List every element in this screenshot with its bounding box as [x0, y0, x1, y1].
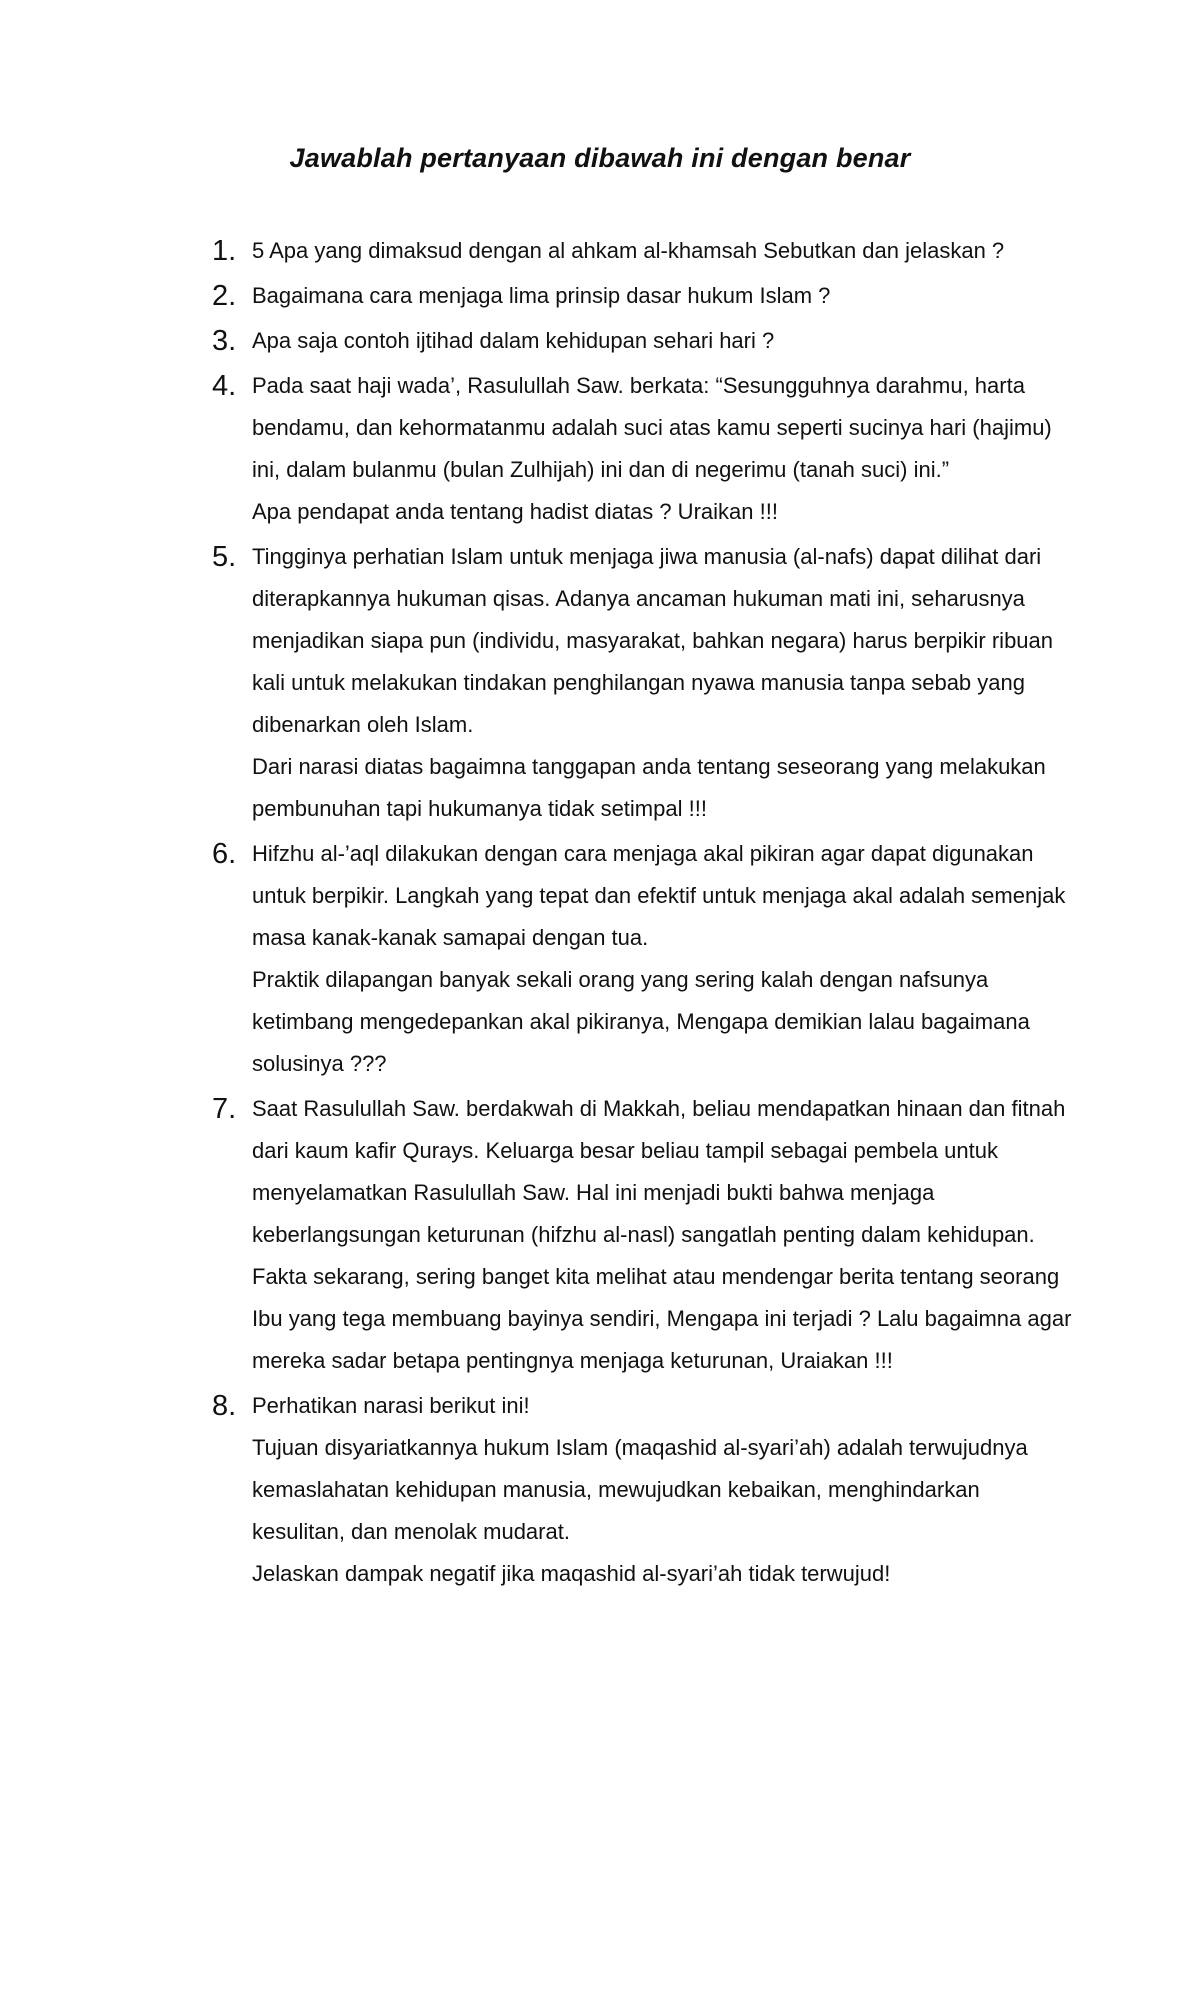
question-prompt: Apa pendapat anda tentang hadist diatas ? Uraikan !!!	[252, 499, 778, 524]
question-prompt: Fakta sekarang, sering banget kita melihat atau mendengar berita tentang seorang Ibu yang tega membuang bayinya sendiri, Mengapa ini terjadi ? Lalu bagaimna agar mereka sadar betapa pentingnya menjaga keturunan, Uraiakan !!!	[252, 1264, 1072, 1373]
question-item-7	[212, 1088, 1072, 1382]
question-text: Hifzhu al-’aql dilakukan dengan cara menjaga akal pikiran agar dapat digunakan untuk berpikir. Langkah yang tepat dan efektif untuk menjaga akal adalah semenjak masa kanak-kanak samapai dengan tua.	[252, 841, 1066, 950]
question-text: 5 Apa yang dimaksud dengan al ahkam al-khamsah Sebutkan dan jelaskan ?	[252, 238, 1005, 263]
question-number: 1.	[212, 235, 237, 267]
question-number: 6.	[212, 838, 237, 870]
question-list	[212, 230, 1072, 1598]
question-item-8	[212, 1385, 1072, 1595]
page-title: Jawablah pertanyaan dibawah ini dengan benar	[289, 143, 911, 173]
question-item-1	[212, 230, 1072, 272]
question-number: 3.	[212, 325, 237, 357]
question-text: Pada saat haji wada’, Rasulullah Saw. berkata: “Sesungguhnya darahmu, harta bendamu, dan kehormatanmu adalah suci atas kamu seperti sucinya hari (hajimu) ini, dalam bulanmu (bulan Zulhijah) ini dan di negerimu (tanah suci) ini.”	[252, 373, 1052, 482]
question-text: Apa saja contoh ijtihad dalam kehidupan sehari hari ?	[252, 328, 775, 353]
question-prompt: Jelaskan dampak negatif jika maqashid al-syari’ah tidak terwujud!	[252, 1561, 891, 1586]
question-text: Tingginya perhatian Islam untuk menjaga jiwa manusia (al-nafs) dapat dilihat dari diterapkannya hukuman qisas. Adanya ancaman hukuman mati ini, seharusnya menjadikan siapa pun (individu, masyarakat, bahkan negara) harus berpikir ribuan kali untuk melakukan tindakan penghilangan nyawa manusia tanpa sebab yang dibenarkan oleh Islam.	[252, 544, 1054, 737]
question-item-6	[212, 833, 1072, 1085]
question-prompt: Dari narasi diatas bagaimna tanggapan anda tentang seseorang yang melakukan pembunuhan tapi hukumanya tidak setimpal !!!	[252, 754, 1046, 821]
question-number: 7.	[212, 1093, 237, 1125]
question-prompt: Praktik dilapangan banyak sekali orang yang sering kalah dengan nafsunya ketimbang mengedepankan akal pikiranya, Mengapa demikian lalau bagaimana solusinya ???	[252, 967, 1030, 1076]
question-number: 5.	[212, 541, 237, 573]
question-item-3	[212, 320, 1072, 362]
question-number: 2.	[212, 280, 237, 312]
question-narrative: Tujuan disyariatkannya hukum Islam (maqashid al-syari’ah) adalah terwujudnya kemaslahatan kehidupan manusia, mewujudkan kebaikan, menghindarkan kesulitan, dan menolak mudarat.	[252, 1435, 1028, 1544]
question-item-5	[212, 536, 1072, 830]
question-text: Saat Rasulullah Saw. berdakwah di Makkah, beliau mendapatkan hinaan dan fitnah dari kaum kafir Qurays. Keluarga besar beliau tampil sebagai pembela untuk menyelamatkan Rasulullah Saw. Hal ini menjadi bukti bahwa menjaga keberlangsungan keturunan (hifzhu al-nasl) sangatlah penting dalam kehidupan.	[252, 1096, 1066, 1247]
question-item-4	[212, 365, 1072, 533]
question-text: Bagaimana cara menjaga lima prinsip dasar hukum Islam ?	[252, 283, 831, 308]
question-text: Perhatikan narasi berikut ini!	[252, 1393, 530, 1418]
question-number: 4.	[212, 370, 237, 402]
question-number: 8.	[212, 1390, 237, 1422]
question-item-2	[212, 275, 1072, 317]
